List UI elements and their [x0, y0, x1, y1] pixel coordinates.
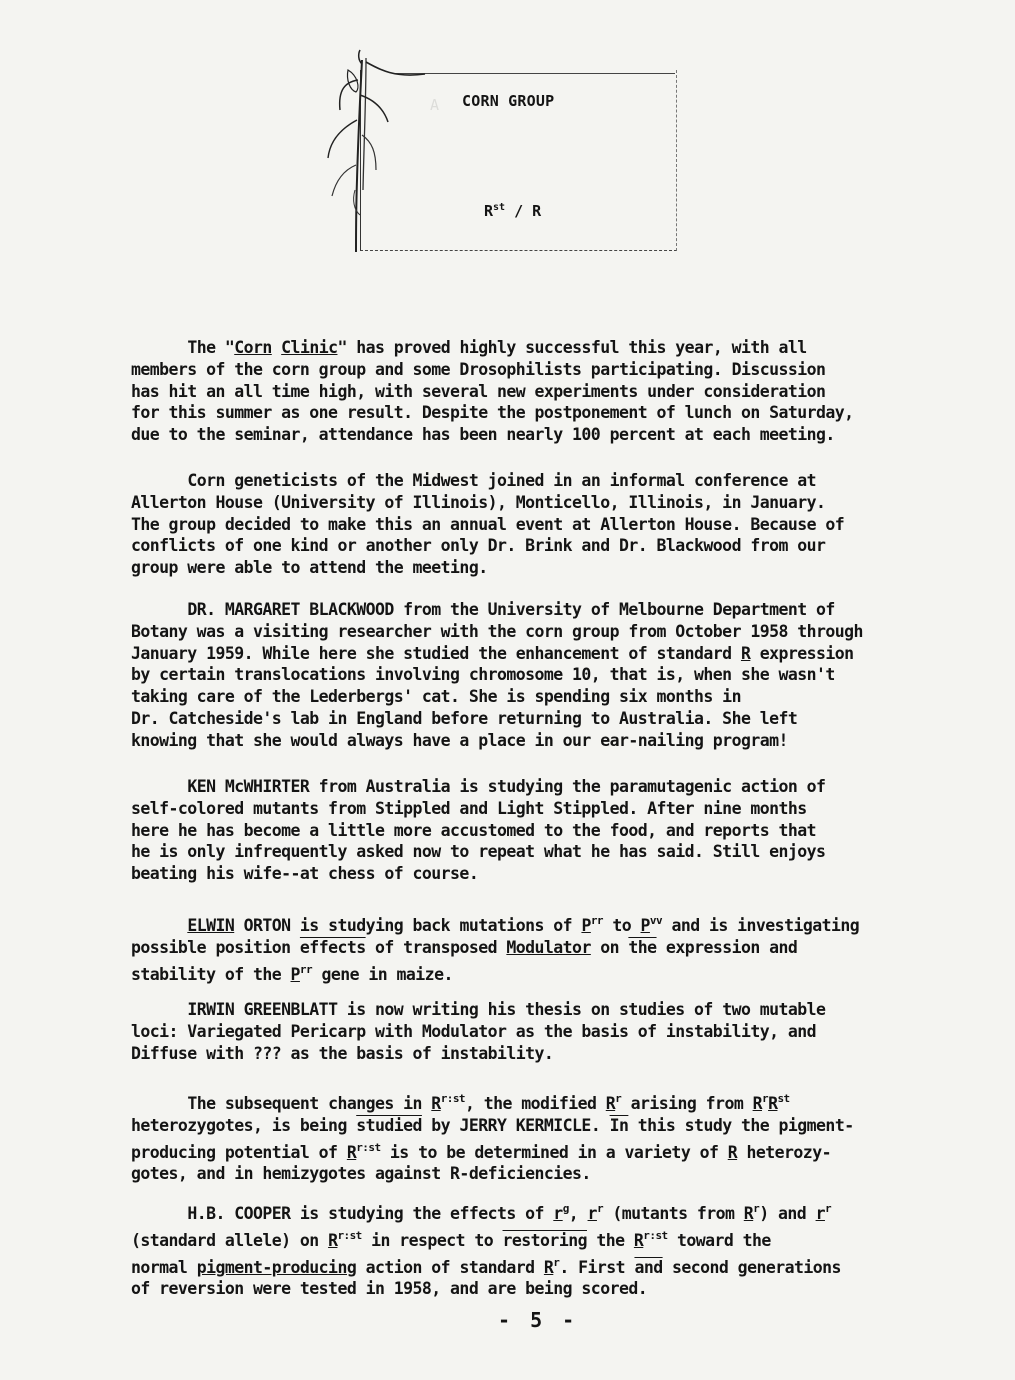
line: ELWIN ORTON is studying back mutations of $P^{rr}$ to $P^{vv}$ and is investigating [187, 914, 860, 935]
line: self-colored mutants from Stippled and Light Stippled. After nine months [131, 798, 807, 818]
line: IRWIN GREENBLATT is now writing his thesis on studies of two mutable [187, 1000, 826, 1019]
line: conflicts of one kind or another only Dr. Brink and Dr. Blackwood from our [131, 536, 826, 556]
paragraph-allerton-conference [131, 470, 981, 579]
line: heterozygotes, is being studied by JERRY KERMICLE. $\overline{In}$ this study the pigment- [131, 1115, 854, 1135]
line: January 1959. While here she studied the enhancement of standard R expression [131, 643, 854, 663]
line: H.B. COOPER is studying the effects of $r^g$, $r^r$ (mutants from $R^r$) and $r^r$ [187, 1202, 832, 1223]
line: taking care of the Lederbergs' cat. She is spending six months in [131, 687, 741, 707]
line: Allerton House (University of Illinois), Monticello, Illinois, in January. [131, 492, 826, 512]
line: (standard allele) on $R^{r:st}$ in respect to restoring the $R^{r:st}$ toward the [131, 1228, 771, 1250]
line: he is only infrequently asked now to repeat what he has said. Still enjoys [131, 842, 826, 862]
line: The "Corn Clinic" has proved highly successful this year, with all [187, 338, 807, 357]
line: by certain translocations involving chromosome 10, that is, when she wasn't [131, 665, 835, 685]
line: group were able to attend the meeting. [131, 558, 488, 578]
paragraph-greenblatt [131, 999, 981, 1064]
paragraph-cooper [131, 1198, 981, 1300]
paragraph-blackwood [131, 599, 981, 752]
line: The group decided to make this an annual event at Allerton House. Because of [131, 514, 845, 534]
line: Corn geneticists of the Midwest joined in an informal conference at [187, 471, 817, 490]
heading-title: CORN GROUP [462, 92, 555, 110]
line: Dr. Catcheside's lab in England before returning to Australia. She left [131, 708, 798, 728]
paragraph-kermicle [131, 1088, 981, 1185]
line: KEN McWHIRTER from Australia is studying the paramutagenic action of [187, 777, 826, 796]
line: for this summer as one result. Despite the postponement of lunch on Saturday, [131, 403, 854, 423]
line: possible position effects of transposed Modulator on $\overline{the}$ expression and [131, 937, 798, 957]
line: producing potential of $R^{r:st}$ is to be determined in a variety of R heterozy- [131, 1140, 831, 1162]
line: The subsequent changes in $R^{r:st}$, the modified $R^r$ arising from $R^rR^{st}$ [187, 1092, 790, 1113]
line: here he has become a little more accustomed to the food, and reports that [131, 820, 817, 840]
line: of reversion were tested in 1958, and are being scored. [131, 1279, 648, 1299]
line: members of the corn group and some Drosophilists participating. Discussion [131, 359, 826, 379]
line: beating his wife--at chess of course. [131, 864, 479, 884]
line: gotes, and in hemizygotes against R-deficiencies. [131, 1164, 591, 1184]
paragraph-corn-clinic [131, 337, 981, 446]
page-number: - 5 - [498, 1308, 579, 1332]
line: normal pigment-producing action of standard $R^r$. First $\overline{and}$ second generations [131, 1255, 841, 1277]
line: has hit an all time high, with several new experiments under consideration [131, 381, 826, 401]
heading-formula [484, 202, 541, 220]
line: DR. MARGARET BLACKWOOD from the University of Melbourne Department of [187, 600, 835, 619]
line: loci: Variegated Pericarp with Modulator as the basis of instability, and [131, 1021, 817, 1041]
paragraph-orton [131, 910, 981, 985]
corn-stalk-drawing [300, 40, 430, 255]
formula-superscript: st [493, 202, 506, 213]
line: Diffuse with ??? as the basis of instability. [131, 1043, 554, 1063]
line: stability of the $P^{rr}$ gene in maize. [131, 962, 453, 984]
formula-base: R [484, 202, 494, 220]
bleed-through-decoration: A [430, 96, 440, 114]
paragraph-mcwhirter [131, 776, 981, 885]
formula-rest: / R [505, 202, 542, 220]
line: due to the seminar, attendance has been nearly 100 percent at each meeting. [131, 425, 835, 445]
line: Botany was a visiting researcher with the corn group from October 1958 through [131, 621, 863, 641]
line: knowing that she would always have a place in our ear-nailing program! [131, 730, 788, 750]
